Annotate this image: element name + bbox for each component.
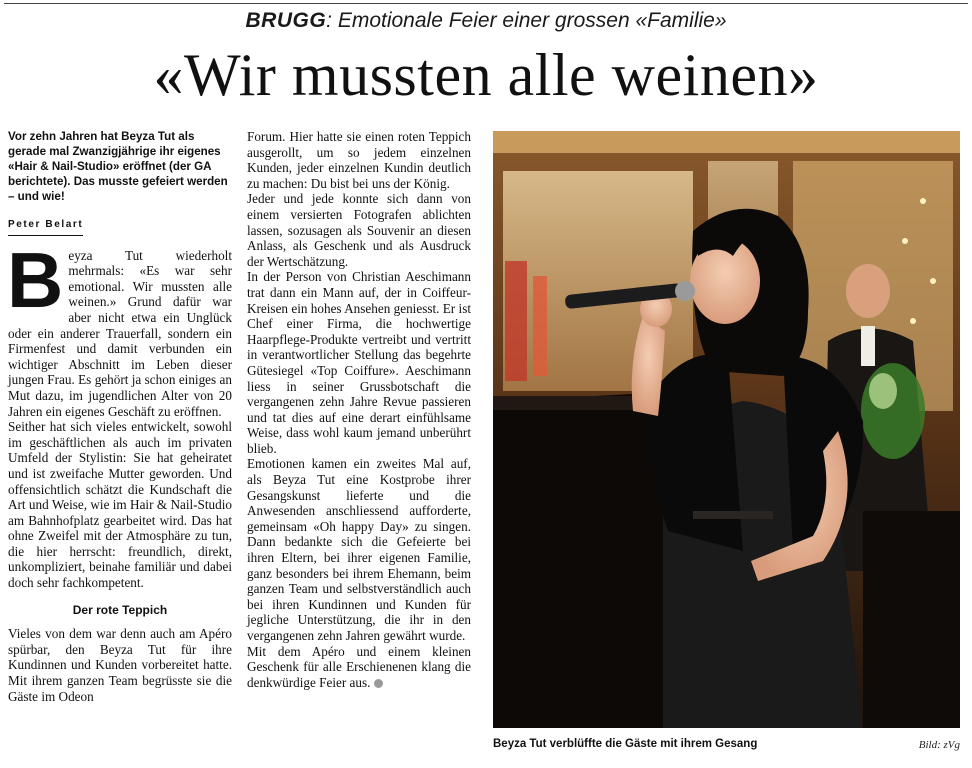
paragraph-5: Jeder und jede konnte sich dann von einem versierten Fotografen ablichten lassen, sozusagen als Souvenir an diesen Anlass, als Geschenk und als Ausdruck der Wertschätzung. <box>247 191 471 269</box>
paragraph-1 <box>7 235 232 420</box>
lead-paragraph: Vor zehn Jahren hat Beyza Tut als gerade mal Zwanzigjährige ihr eigenes «Hair & Nail-Studio» eröffnet (der GA berichtete). Das musste gefeiert werden – und wie! <box>8 130 228 203</box>
headline: «Wir mussten alle weinen» <box>153 42 819 108</box>
drop-cap: B <box>7 235 64 324</box>
paragraph-1-text: eyza Tut wiederholt mehrmals: «Es war sehr emotional. Wir mussten alle weinen.» Grund dafür war aber nicht etwa ein Unglück oder ein anderer Trauerfall, sondern ein Firmenfest und damit verbunden ein wichtiger Abschnitt im Leben dieser jungen Frau. Es gehört ja schon einiges an Mut dazu, im jugendlichen Alter von 20 Jahren ein eigenes Geschäft zu eröffnen. <box>8 247 232 419</box>
photo-credit: Bild: zVg <box>918 739 960 751</box>
paragraph-2: Seither hat sich vieles entwickelt, sowohl im geschäftlichen als auch im privaten Umfeld der Stylistin: Sie hat geheiratet und ist zweifache Mutter geworden. Und offensichtlich schätzt die Kundschaft die Art und Weise, wie im Hair & Nail-Studio am Bahnhofplatz gearbeitet wird. Das hat ohne Zweifel mit der Atmosphäre zu tun, die hier herrscht: freundlich, direkt, unkompliziert, beinahe familiär und dabei doch sehr fachkompetent. <box>8 419 232 591</box>
author-byline: Peter Belart <box>8 217 83 236</box>
paragraph-8 <box>247 644 471 691</box>
kicker-place: BRUGG <box>245 9 327 32</box>
photo-caption: Beyza Tut verblüffte die Gäste mit ihrem Gesang <box>493 738 758 750</box>
paragraph-3: Vieles von dem war denn auch am Apéro spürbar, den Beyza Tut für ihre Kundinnen und Kunden vorbereitet hatte. Mit ihrem ganzen Team begrüsste sie die Gäste im Odeon <box>8 626 232 704</box>
kicker <box>0 9 972 33</box>
paragraph-7: Emotionen kamen ein zweites Mal auf, als Beyza Tut eine Kostprobe ihrer Gesangskunst lieferte und die Anwesenden anschliessend aufforderte, gemeinsam «Oh happy Day» zu singen. Dann bedankte sich die Gefeierte bei ihren Eltern, bei ihrer eigenen Familie, ganz besonders bei ihrem Ehemann, beim ganzen Team und selbstverständlich auch bei ihren Kundinnen und Kunden für jegliche Unterstützung, die ihr in den vergangenen zehn Jahren gewährt wurde. <box>247 456 471 643</box>
column-2 <box>247 129 471 690</box>
column-1 <box>8 129 232 704</box>
end-mark-icon <box>374 679 383 688</box>
top-rule <box>4 3 968 4</box>
paragraph-6: In der Person von Christian Aeschimann trat dann ein Mann auf, der in Coiffeur-Kreisen ein hohes Ansehen geniesst. Er ist Chef einer Firma, die hochwertige Haarpflege-Produkte vertreibt und vertritt in verantwortlicher Stellung das begehrte Gütesiegel «Top Coiffure». Aeschimann liess in seiner Grussbotschaft die vergangenen zehn Jahre Revue passieren und tat dies auf eine derart einfühlsame Weise, dass wohl kaum jemand unberührt blieb. <box>247 269 471 456</box>
kicker-text: : Emotionale Feier einer grossen «Familie» <box>326 9 727 32</box>
article-photo <box>493 131 960 728</box>
paragraph-4: Forum. Hier hatte sie einen roten Teppich ausgerollt, um so jedem einzelnen Kunden, jeder einzelnen Kundin deutlich zu machen: Du bist bei uns der König. <box>247 129 471 191</box>
subheading: Der rote Teppich <box>72 602 168 617</box>
paragraph-8-text: Mit dem Apéro und einem kleinen Geschenk für alle Erschienenen klang die denkwürdige Feier aus. <box>247 643 471 690</box>
singer-photo-illustration <box>493 131 960 728</box>
